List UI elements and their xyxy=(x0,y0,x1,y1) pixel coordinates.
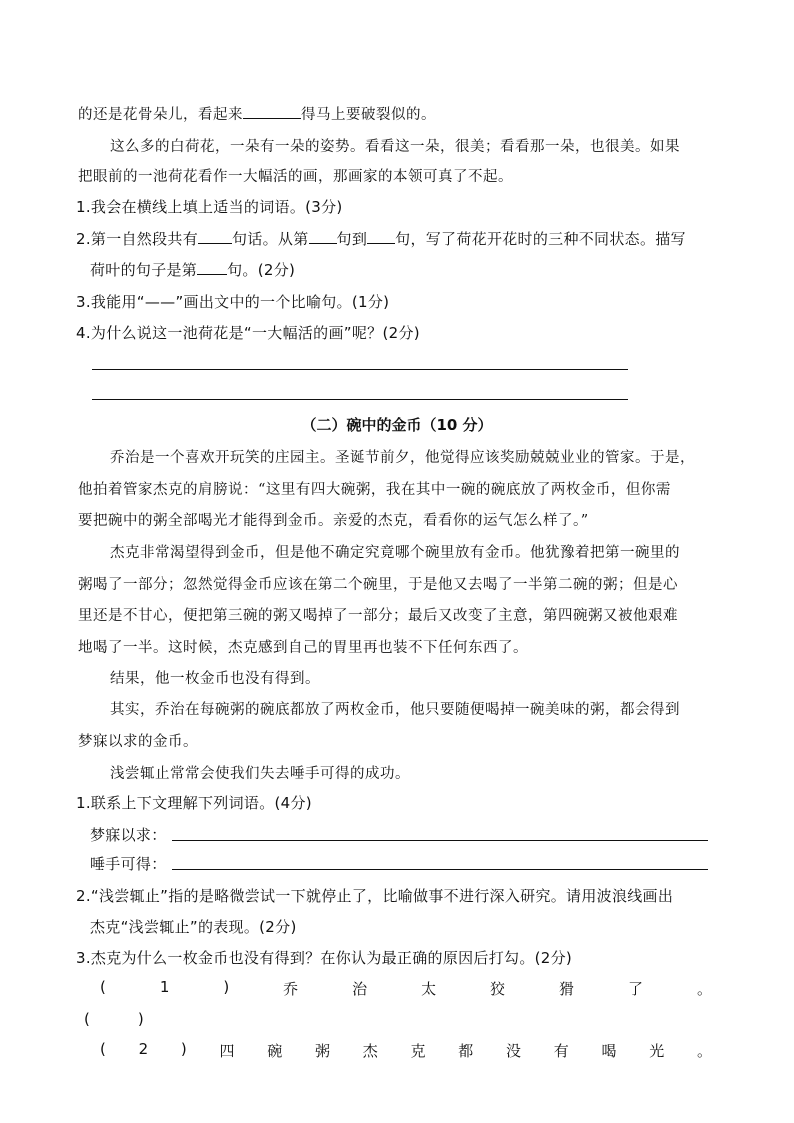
option-2-char: ) xyxy=(180,1040,187,1058)
option-2-char: 杰 xyxy=(362,1042,378,1060)
fill-blank-from-sentence[interactable] xyxy=(309,229,337,244)
question1-2 xyxy=(76,228,686,249)
question2-1-word1-label: 梦寐以求： xyxy=(90,826,167,844)
question1-2-part-f: 句。(2分) xyxy=(227,261,296,279)
question2-1: 1.联系上下文理解下列词语。(4分) xyxy=(76,794,312,812)
option-1[interactable] xyxy=(100,978,712,999)
answer-line-2[interactable] xyxy=(92,399,628,400)
option-2-char: 碗 xyxy=(267,1042,283,1060)
section2-title: （二）碗中的金币（10 分） xyxy=(301,416,493,434)
section2-p1-line3: 要把碗中的粥全部喝光才能得到金币。亲爱的杰克，看看你的运气怎么样了。” xyxy=(78,513,589,529)
fill-blank-leaf-sentence[interactable] xyxy=(197,260,227,275)
question2-1-word2-label: 唾手可得： xyxy=(90,855,167,873)
option-1-char: ( xyxy=(100,978,106,996)
question1-2-part-c: 句到 xyxy=(336,230,368,248)
section2-p3: 结果，他一枚金币也没有得到。 xyxy=(110,671,320,687)
option-2[interactable] xyxy=(100,1040,712,1061)
passage1-line1-start: 的还是花骨朵儿，看起来 xyxy=(78,107,243,123)
section2-p5: 浅尝辄止常常会使我们失去唾手可得的成功。 xyxy=(110,766,410,782)
option-2-char: 。 xyxy=(696,1042,712,1060)
question1-2-part-a: 2.第一自然段共有 xyxy=(76,230,199,248)
question1-4: 4.为什么说这一池荷花是“一大幅活的画”呢？(2分) xyxy=(76,324,420,342)
passage1-line1-end: 得马上要破裂似的。 xyxy=(301,107,436,123)
section2-p2-line1: 杰克非常渴望得到金币，但是他不确定究竟哪个碗里放有金币。他犹豫着把第一碗里的 xyxy=(110,545,680,561)
word2-answer-line[interactable] xyxy=(172,869,708,870)
question1-2-part-d: 句，写了荷花开花时的三种不同状态。描写 xyxy=(395,230,686,248)
option-1-char: 猾 xyxy=(559,980,575,998)
question2-2-line2: 杰克“浅尝辄止”的表现。(2分) xyxy=(90,918,297,936)
question1-1: 1.我会在横线上填上适当的词语。(3分) xyxy=(76,198,343,216)
option-2-char: 2 xyxy=(138,1040,149,1058)
option-2-char: 四 xyxy=(219,1042,235,1060)
passage1-para2-line2: 把眼前的一池荷花看作一大幅活的画，那画家的本领可真了不起。 xyxy=(78,169,513,185)
option-2-char: 喝 xyxy=(601,1042,617,1060)
question1-2-part-b: 句话。从第 xyxy=(232,230,309,248)
option-1-char: ) xyxy=(223,978,230,996)
option-2-char: 有 xyxy=(553,1042,569,1060)
section2-p2-line4: 地喝了一半。这时候，杰克感到自己的胃里再也装不下任何东西了。 xyxy=(78,640,528,656)
question1-3: 3.我能用“——”画出文中的一个比喻句。(1分) xyxy=(76,293,390,311)
option-1-checkbox[interactable]: ( ) xyxy=(84,1010,150,1028)
question2-3: 3.杰克为什么一枚金币也没有得到？在你认为最正确的原因后打勾。(2分) xyxy=(76,949,573,967)
section2-p1-line1: 乔治是一个喜欢开玩笑的庄园主。圣诞节前夕，他觉得应该奖励兢兢业业的管家。于是， xyxy=(110,450,695,466)
option-1-char: 乔 xyxy=(283,980,299,998)
question1-2-part-e: 荷叶的句子是第 xyxy=(90,261,198,279)
section2-p2-line2: 粥喝了一部分；忽然觉得金币应该在第二个碗里，于是他又去喝了一半第二碗的粥；但是心 xyxy=(78,577,678,593)
option-1-char: 狡 xyxy=(490,980,506,998)
option-1-char: 1 xyxy=(159,978,170,996)
option-1-char: 太 xyxy=(421,980,437,998)
section2-p4-line1: 其实，乔治在每碗粥的碗底都放了两枚金币，他只要随便喝掉一碗美味的粥，都会得到 xyxy=(110,702,680,718)
option-1-char: 。 xyxy=(696,980,712,998)
passage1-line1 xyxy=(78,103,436,124)
option-1-char: 了 xyxy=(627,980,643,998)
option-2-char: 克 xyxy=(410,1042,426,1060)
question2-2-line1: 2.“浅尝辄止”指的是略微尝试一下就停止了，比喻做事不进行深入研究。请用波浪线画出 xyxy=(76,887,674,905)
section2-p1-line2: 他拍着管家杰克的肩膀说：“这里有四大碗粥，我在其中一碗的碗底放了两枚金币，但你需 xyxy=(78,482,671,498)
option-2-char: ( xyxy=(100,1040,106,1058)
passage1-para2-line1: 这么多的白荷花，一朵有一朵的姿势。看看这一朵，很美；看看那一朵，也很美。如果 xyxy=(110,139,680,155)
option-2-char: 光 xyxy=(649,1042,665,1060)
fill-blank-1[interactable] xyxy=(243,104,301,119)
question1-2-cont xyxy=(90,259,295,280)
fill-blank-to-sentence[interactable] xyxy=(367,229,395,244)
section2-p2-line3: 里还是不甘心，便把第三碗的粥又喝掉了一部分；最后又改变了主意，第四碗粥又被他艰难 xyxy=(78,608,678,624)
option-2-char: 粥 xyxy=(314,1042,330,1060)
word1-answer-line[interactable] xyxy=(172,840,708,841)
option-2-char: 没 xyxy=(505,1042,521,1060)
option-1-char: 治 xyxy=(352,980,368,998)
section2-p4-line2: 梦寐以求的金币。 xyxy=(78,734,198,750)
option-2-char: 都 xyxy=(458,1042,474,1060)
fill-blank-sentence-count[interactable] xyxy=(198,229,232,244)
answer-line-1[interactable] xyxy=(92,369,628,370)
